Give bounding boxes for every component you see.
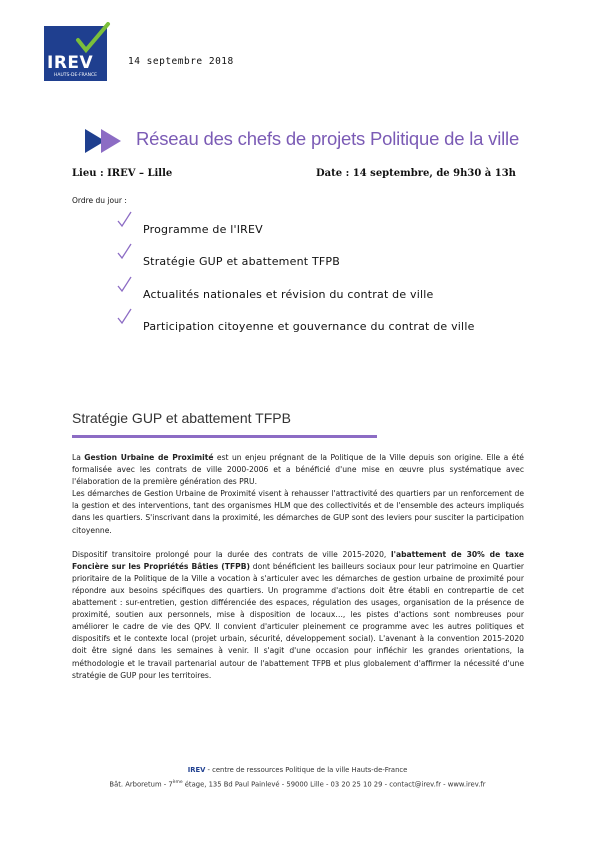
agenda-heading: Ordre du jour : [72,196,127,205]
bold-term-gup: Gestion Urbaine de Proximité [84,453,214,462]
agenda-item-label: Participation citoyenne et gouvernance du contrat de ville [143,320,475,333]
agenda-item-label: Actualités nationales et révision du contrat de ville [143,288,434,301]
meeting-date: Date : 14 septembre, de 9h30 à 13h [316,168,516,179]
footer-organization [0,766,595,774]
check-icon [116,243,134,261]
header-date: 14 septembre 2018 [128,56,234,67]
logo-text: IREV [47,53,94,73]
section-divider [72,435,377,438]
paragraph-gup-demarches: Les démarches de Gestion Urbaine de Proximité visent à rehausser l'attractivité des quartiers par un renforcement de la gestion et des interventions, tant des organismes HLM que des collectivités et de l'ensemble des acteurs impliqués dans les quartiers. S'inscrivant dans la proximité, les démarches de GUP sont des leviers pour susciter la participation citoyenne. [72,489,524,535]
check-icon [116,211,134,229]
check-icon [116,308,134,326]
section-title: Stratégie GUP et abattement TFPB [72,410,291,426]
check-icon [116,276,134,294]
text-span: Dispositif transitoire prolongé pour la durée des contrats de ville 2015-2020, [72,549,392,559]
paragraph-tfpb [72,549,524,682]
text-span: ème [172,780,183,785]
text-span: étage, 135 Bd Paul Painlevé - 59000 Lille - 03 20 25 10 29 - contact@irev.fr - www.irev.fr [182,780,486,789]
meeting-location: Lieu : IREV – Lille [72,168,173,179]
section-body [72,452,524,682]
paragraph-gup-intro [72,452,524,488]
text-span: dont bénéficient les bailleurs sociaux pour leur patrimoine en Quartier prioritaire de la Politique de la Ville a vocation à s'articuler avec les démarches de gestion urbaine de proximité pour répondre aux besoins spécifiques des quartiers. Un programme d'actions doit être établi en contrepartie de cet abattement : sur-entretien, gestion différenciée des espaces, régulation des usages, organisation de la présence de proximité, soutien aux personnels, mise à disposition de locaux…, les pistes d'actions sont nombreuses pour améliorer le cadre de vie des QPV. Il convient d'articuler pleinement ce programme avec les autres politiques et dispositifs et le contexte local (projet urbain, sécurité, développement social). L'avenant à la convention 2015-2020 doit être signé dans les semaines à venir. Il s'agit d'une occasion pour infléchir les grandes orientations, la méthodologie et le travail partenarial autour de l'abattement TFPB et plus globalement d'affirmer la nécessité d'une stratégie de GUP pour les territoires. [72,561,524,680]
page-title: Réseau des chefs de projets Politique de la ville [136,128,520,149]
agenda-item-label: Programme de l'IREV [143,223,263,236]
footer-brand: IREV [187,766,206,774]
text-span: est un enjeu prégnant de la Politique de la Ville depuis son origine. Elle a été formalisée avec les contrats de ville 2000-2006 et a bénéficié d'une mise en œuvre plus systématique avec l'élaboration de la première génération des PRU. [72,453,524,487]
text-span: La [72,453,85,462]
agenda-item-label: Stratégie GUP et abattement TFPB [143,255,340,268]
bold-term-tfpb: l'abattement de 30% de taxe Foncière sur les Propriétés Bâties (TFPB) [72,549,524,571]
text-span: Bât. Arboretum - 7 [109,780,173,789]
irev-logo [44,26,107,81]
logo-subtext: HAUTS-DE-FRANCE [54,73,97,78]
footer-address [0,780,595,788]
footer-description: - centre de ressources Politique de la ville Hauts-de-France [205,766,408,774]
double-arrow-icon [85,129,127,153]
